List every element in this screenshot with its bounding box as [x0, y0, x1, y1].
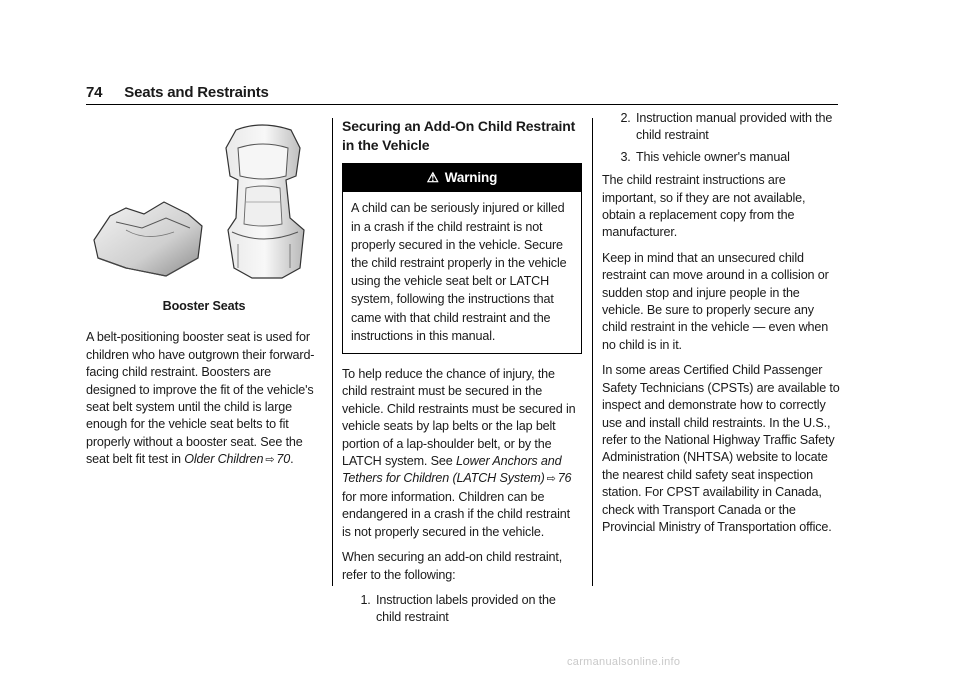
older-children-link[interactable]: Older Children	[184, 452, 264, 467]
section-heading: Securing an Add-On Child Restraint in the Vehicle	[342, 118, 576, 153]
instructions-paragraph: The child restraint instructions are important, so if they are not available, obtain a replacement copy from the manufacturer.	[602, 173, 806, 240]
latch-link[interactable]: Lower Anchors and Tethers for Children (LATCH System)	[342, 454, 562, 486]
page-ref-arrow-icon: ⇨	[265, 454, 275, 467]
warning-title: Warning	[444, 170, 498, 185]
booster-paragraph: A belt-positioning booster seat is used for children who have outgrown their forward-facing child restraint. Boosters are designed to improve the fit of the vehicle's seat belt system until the child is large enough for the vehicle seat belts to fit properly without a booster seat. See the seat belt fit test in Older Children ⇨ 70.	[86, 330, 315, 467]
securing-paragraph: To help reduce the chance of injury, the child restraint must be secured in the vehicle. Child restraints must be secured in vehicle seats by lap belts or the lap belt portion of a lap-shoulder belt, or by the LATCH system. See Lower Anchors and Tethers for Children (LATCH System) ⇨ 76 for more information. Children can be endangered in a crash if the child restraint is not properly secured in the vehicle.	[342, 367, 576, 539]
watermark: carmanualsonline.info	[567, 656, 681, 668]
unsecured-paragraph: Keep in mind that an unsecured child restraint can move around in a collision or sudden stop and injure people in the vehicle. Be sure to properly secure any child restraint in the vehicle — even when no child is in it.	[602, 250, 829, 352]
backless-booster-shape	[94, 202, 202, 276]
page-header	[86, 84, 269, 101]
warning-header	[343, 164, 581, 192]
header-rule	[86, 104, 838, 105]
list-item: 2. Instruction manual provided with the child restraint	[634, 110, 842, 145]
section-title: Seats and Restraints	[124, 84, 269, 101]
warning-box	[342, 163, 582, 354]
page-ref-70[interactable]: 70	[276, 452, 291, 467]
column-divider-2	[592, 118, 593, 586]
instruction-list-part2	[602, 110, 842, 166]
instruction-list-part1	[342, 592, 582, 627]
page-ref-76[interactable]: 76	[557, 471, 572, 486]
page-ref-arrow-icon: ⇨	[546, 473, 556, 486]
booster-seats-image	[86, 118, 321, 288]
list-item: 3. This vehicle owner's manual	[634, 149, 842, 166]
highback-booster-shape	[226, 125, 304, 278]
column-divider-1	[332, 118, 333, 586]
refer-paragraph: When securing an add-on child restraint, refer to the following:	[342, 550, 563, 582]
warning-triangle-icon: ⚠	[426, 170, 439, 185]
warning-text: A child can be seriously injured or killed in a crash if the child restraint is not properly secured in the vehicle. Secure the child restraint properly in the vehicle using the vehicle seat belt or LATCH system, following the instructions that came with that child restraint and the instructions in this manual.	[351, 201, 567, 343]
figure-caption: Booster Seats	[162, 299, 246, 313]
column-2	[342, 117, 582, 633]
list-item: 1. Instruction labels provided on the child restraint	[374, 592, 582, 627]
page-number: 74	[86, 84, 103, 101]
column-3	[602, 110, 842, 544]
cpst-paragraph: In some areas Certified Child Passenger Safety Technicians (CPSTs) are available to inspect and demonstrate how to correctly use and install child restraints. In the U.S., refer to the National Highway Traffic Safety Administration (NHTSA) website to locate the nearest child safety seat inspection station. For CPST availability in Canada, check with Transport Canada or the Provincial Ministry of Transportation office.	[602, 363, 840, 534]
booster-seats-illustration	[86, 118, 321, 288]
column-1	[86, 118, 322, 478]
